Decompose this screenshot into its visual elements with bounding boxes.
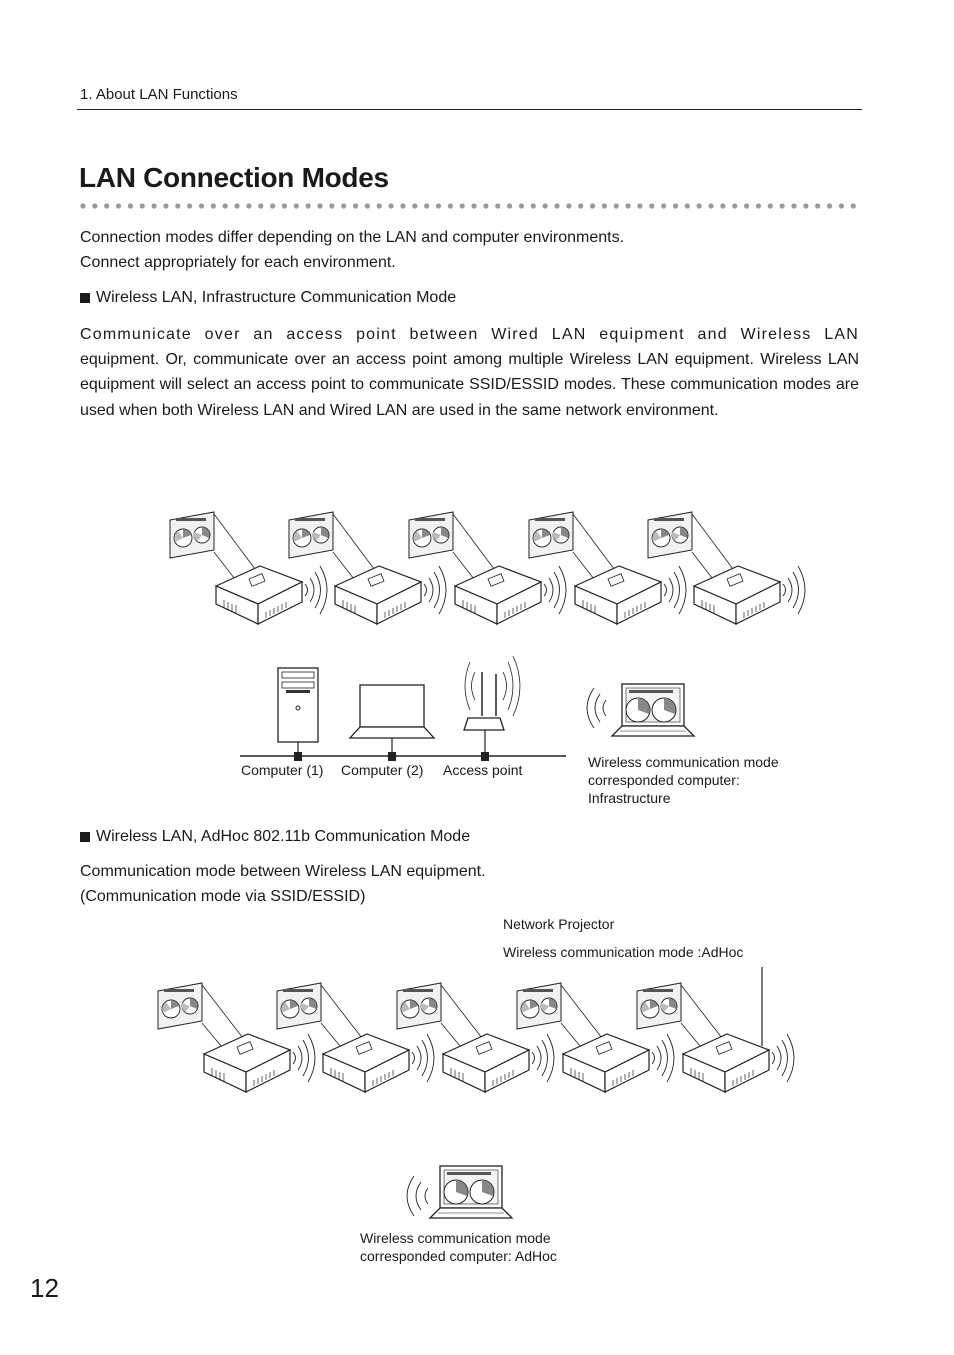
access-point-label: Access point <box>443 762 523 778</box>
running-header: 1. About LAN Functions <box>80 86 238 103</box>
infra-wireless-computer-line-1: Wireless communication mode <box>588 754 779 770</box>
infra-projector-group-5 <box>648 512 805 624</box>
adhoc-projector-group-5 <box>637 983 794 1092</box>
adhoc-computer-line-1: Wireless communication mode <box>360 1230 551 1246</box>
infra-wireless-laptop <box>587 684 694 736</box>
adhoc-line-1: Communication mode between Wireless LAN equipment. <box>80 863 486 880</box>
infra-wireless-computer-label <box>588 753 779 807</box>
infrastructure-heading-text: Wireless LAN, Infrastructure Communication Mode <box>96 289 457 306</box>
computer-1-label: Computer (1) <box>241 762 324 778</box>
infrastructure-paragraph-line1: Communicate over an access point between Wired LAN equipment and Wireless LAN <box>80 326 859 343</box>
adhoc-heading <box>80 828 470 846</box>
infra-wireless-computer-line-3: Infrastructure <box>588 790 671 806</box>
page-title: LAN Connection Modes <box>79 162 389 193</box>
adhoc-wireless-laptop <box>407 1166 512 1218</box>
adhoc-computer-line-2: corresponded computer: AdHoc <box>360 1248 557 1264</box>
adhoc-computer-label <box>360 1229 557 1265</box>
adhoc-paragraph <box>80 859 486 909</box>
wired-network <box>240 656 566 761</box>
square-bullet-icon <box>80 832 90 842</box>
adhoc-mode-label: Wireless communication mode :AdHoc <box>503 944 744 960</box>
adhoc-heading-text: Wireless LAN, AdHoc 802.11b Communication Mode <box>96 828 471 845</box>
computer-2-label: Computer (2) <box>341 762 424 778</box>
adhoc-line-2: (Communication mode via SSID/ESSID) <box>80 888 366 905</box>
intro-line-1: Connection modes differ depending on the LAN and computer environments. <box>80 229 625 246</box>
infra-wireless-computer-line-2: corresponded computer: <box>588 772 740 788</box>
infrastructure-paragraph-rest: equipment. Or, communicate over an access point among multiple Wireless LAN equipment. Wireless LAN equipment will select an access point to communicate SSID/ESSID modes. These communication modes are used when both Wireless LAN and Wired LAN are used in the same network environment. <box>80 351 859 419</box>
page-number: 12 <box>30 1273 59 1303</box>
network-projector-label: Network Projector <box>503 916 615 932</box>
intro-line-2: Connect appropriately for each environment. <box>80 254 396 271</box>
